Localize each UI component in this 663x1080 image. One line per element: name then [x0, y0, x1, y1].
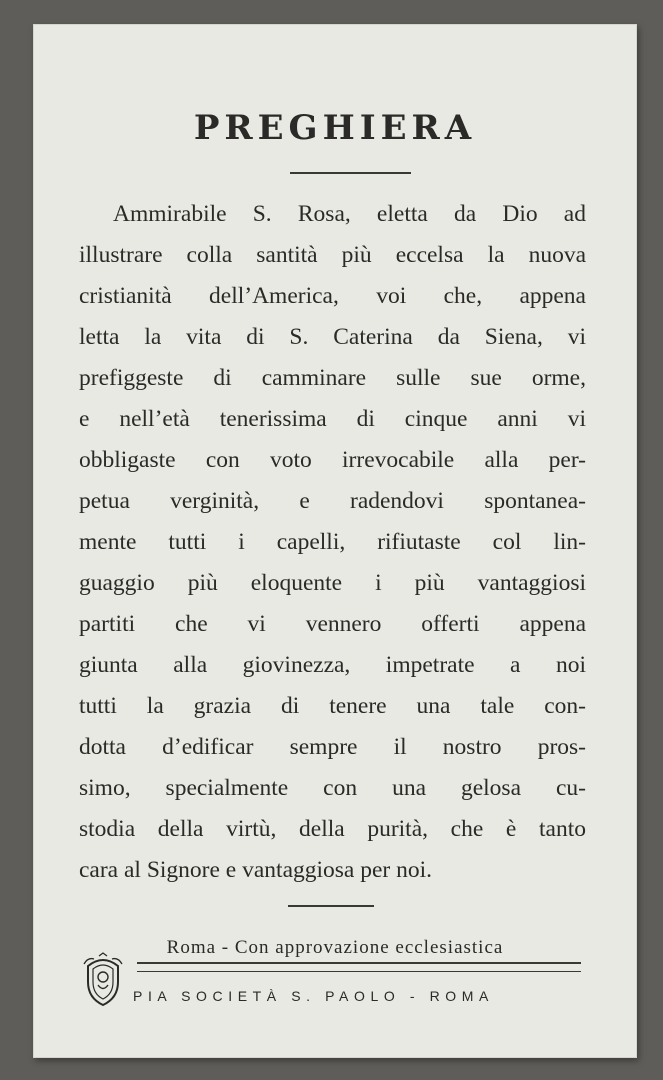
approval-note: Roma - Con approvazione ecclesiastica	[166, 937, 504, 958]
publisher-rule	[137, 962, 581, 972]
closing-divider	[288, 905, 374, 907]
prayer-line: cara al Signore e vantaggiosa per noi.	[79, 857, 433, 883]
prayer-line: dotta d’edificar sempre il nostro pros-	[79, 734, 586, 760]
prayer-line: simo, specialmente con una gelosa cu-	[79, 775, 586, 801]
prayer-text	[79, 194, 586, 891]
card-title: PREGHIERA	[193, 108, 477, 148]
prayer-line: illustrare colla santità più eccelsa la nuova	[79, 242, 586, 268]
prayer-line: stodia della virtù, della purità, che è tanto	[79, 816, 586, 842]
prayer-line: guaggio più eloquente i più vantaggiosi	[79, 570, 586, 596]
holy-card	[33, 24, 637, 1058]
prayer-line: tutti la grazia di tenere una tale con-	[79, 693, 586, 719]
prayer-line: prefiggeste di camminare sulle sue orme,	[79, 365, 586, 391]
publisher-emblem-icon	[80, 952, 126, 1008]
title-divider	[290, 172, 411, 174]
prayer-line: obbligaste con voto irrevocabile alla per-	[79, 447, 586, 473]
publisher-name: PIA SOCIETÀ S. PAOLO - ROMA	[133, 988, 494, 1004]
prayer-line: e nell’età tenerissima di cinque anni vi	[79, 406, 586, 432]
prayer-line: Ammirabile S. Rosa, eletta da Dio ad	[113, 201, 586, 227]
prayer-line: giunta alla giovinezza, impetrate a noi	[79, 652, 586, 678]
prayer-line: petua verginità, e radendovi spontanea-	[79, 488, 586, 514]
prayer-line: cristianità dell’America, voi che, appena	[79, 283, 586, 309]
prayer-line: mente tutti i capelli, rifiutaste col lin-	[79, 529, 586, 555]
prayer-line: partiti che vi vennero offerti appena	[79, 611, 586, 637]
prayer-line: letta la vita di S. Caterina da Siena, vi	[79, 324, 586, 350]
